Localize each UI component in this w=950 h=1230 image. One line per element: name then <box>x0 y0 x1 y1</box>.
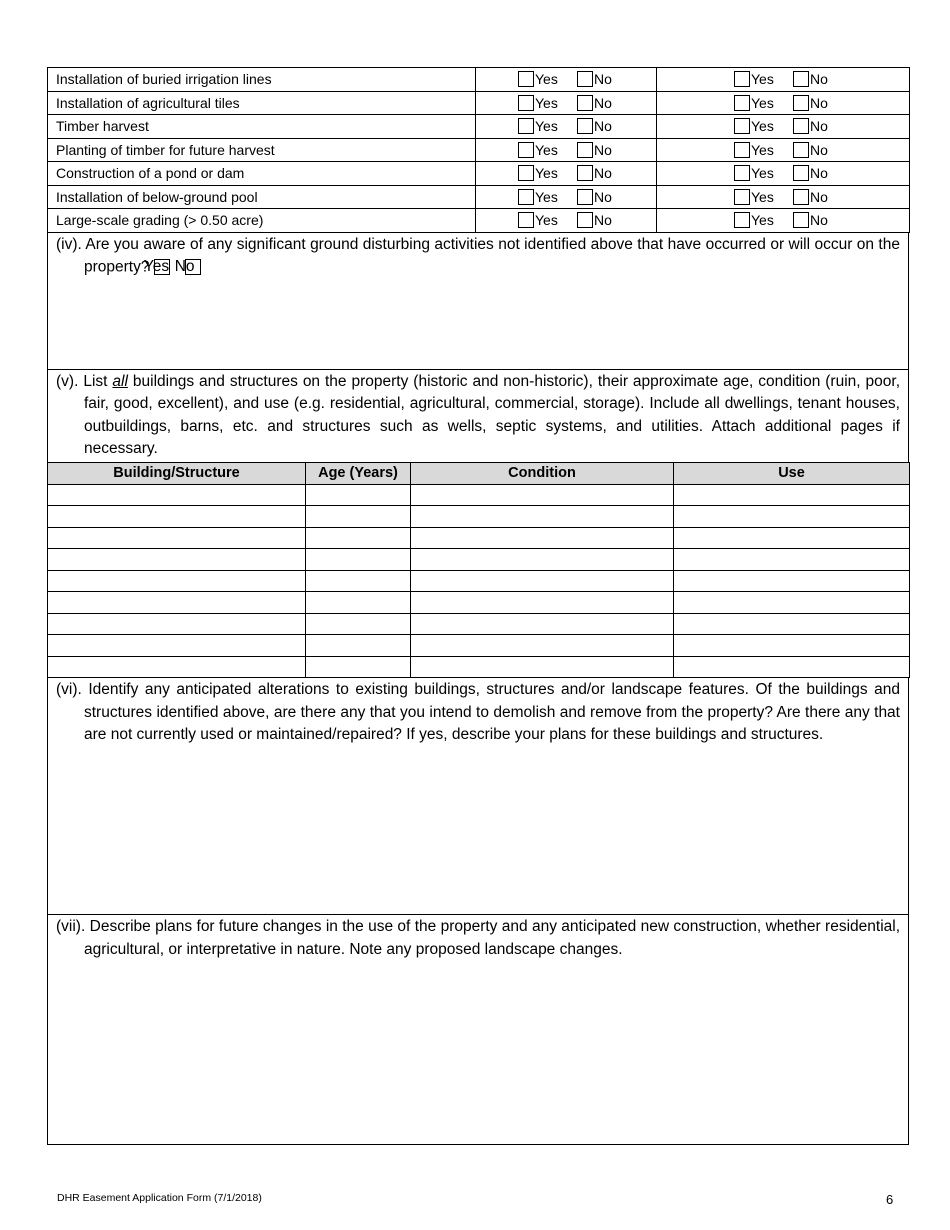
activity-row <box>48 115 910 139</box>
checkbox[interactable] <box>518 212 534 228</box>
yes-option[interactable] <box>518 71 577 87</box>
age-cell[interactable] <box>306 656 411 678</box>
past-activity-choice <box>476 185 657 209</box>
yes-no-group <box>476 189 656 205</box>
yes-label: Yes <box>751 212 774 229</box>
use-cell[interactable] <box>674 484 910 506</box>
no-option[interactable] <box>793 165 828 181</box>
activity-row <box>48 68 910 92</box>
section-iv-yes-option[interactable]: Yes <box>143 258 170 275</box>
header-age: Age (Years) <box>306 462 411 484</box>
yes-option[interactable] <box>734 71 793 87</box>
use-cell[interactable] <box>674 656 910 678</box>
building-cell[interactable] <box>48 635 306 657</box>
checkbox[interactable] <box>577 189 593 205</box>
no-label: No <box>594 165 612 182</box>
table-row <box>48 527 910 549</box>
future-activity-choice <box>657 185 910 209</box>
yes-no-group <box>657 189 909 205</box>
no-option[interactable] <box>577 118 612 134</box>
section-vi-text <box>56 679 901 747</box>
yes-no-group <box>476 95 656 111</box>
past-activity-choice <box>476 162 657 186</box>
no-label: No <box>810 71 828 88</box>
future-activity-choice <box>657 115 910 139</box>
section-vi-question: Identify any anticipated alterations to existing buildings, structures and/or landscape features. Of the buildings and structures identified above, are there any that you intend to demolish and remove from the property? Are there any that are not currently used or maintained/repaired? If yes, describe your plans for these buildings and structures. <box>84 681 901 743</box>
past-activity-choice <box>476 138 657 162</box>
checkbox[interactable] <box>518 95 534 111</box>
yes-option[interactable] <box>734 212 793 228</box>
section-v-text <box>56 371 901 461</box>
no-option[interactable] <box>577 95 612 111</box>
future-activity-choice <box>657 91 910 115</box>
section-vi <box>47 678 909 915</box>
checkbox[interactable] <box>577 165 593 181</box>
building-cell[interactable] <box>48 613 306 635</box>
form-page <box>47 67 909 1145</box>
yes-option[interactable] <box>734 165 793 181</box>
past-activity-choice <box>476 209 657 233</box>
use-cell[interactable] <box>674 527 910 549</box>
yes-no-group <box>476 212 656 228</box>
yes-option[interactable] <box>518 165 577 181</box>
checkbox[interactable] <box>734 165 750 181</box>
use-cell[interactable] <box>674 613 910 635</box>
checkbox[interactable] <box>793 165 809 181</box>
no-label: No <box>594 94 612 111</box>
section-v-pre: List <box>83 372 108 390</box>
header-building-structure: Building/Structure <box>48 462 306 484</box>
yes-no-group <box>657 165 909 181</box>
section-vii-text <box>56 916 901 961</box>
yes-no-group <box>657 118 909 134</box>
table-row <box>48 656 910 678</box>
page-number: 6 <box>886 1192 894 1207</box>
activity-row <box>48 185 910 209</box>
checkbox[interactable] <box>518 71 534 87</box>
yes-label: Yes <box>751 71 774 88</box>
future-activity-choice <box>657 162 910 186</box>
building-cell[interactable] <box>48 592 306 614</box>
condition-cell[interactable] <box>411 549 674 571</box>
no-label: No <box>810 212 828 229</box>
table-row <box>48 635 910 657</box>
activity-label: Planting of timber for future harvest <box>48 138 476 162</box>
no-label: No <box>594 71 612 88</box>
yes-option[interactable] <box>518 118 577 134</box>
section-v-instructions: buildings and structures on the property (historic and non-historic), their approximate age, condition (ruin, poor, fair, good, excellent), and use (e.g. residential, agricultural, commercial, storage). Include all dwellings, tenant houses, outbuildings, barns, etc. and structures such as wells, septic systems, and utilities. Attach additional pages if necessary. <box>84 372 901 457</box>
table-row <box>48 506 910 528</box>
activities-table <box>47 67 910 233</box>
no-option[interactable] <box>577 71 612 87</box>
section-vi-number: (vi). <box>56 681 82 698</box>
checkbox[interactable] <box>734 142 750 158</box>
checkbox[interactable] <box>577 118 593 134</box>
yes-option[interactable] <box>734 189 793 205</box>
age-cell[interactable] <box>306 527 411 549</box>
activity-row <box>48 209 910 233</box>
yes-option[interactable] <box>734 142 793 158</box>
activity-label: Timber harvest <box>48 115 476 139</box>
table-row <box>48 592 910 614</box>
yes-label: Yes <box>535 165 558 182</box>
section-iv-question: Are you aware of any significant ground disturbing activities not identified above that have occurred or will occur on the property? <box>84 235 900 276</box>
checkbox[interactable] <box>518 142 534 158</box>
condition-cell[interactable] <box>411 527 674 549</box>
section-vii <box>47 915 909 1145</box>
yes-label: Yes <box>535 188 558 205</box>
yes-no-group <box>657 95 909 111</box>
condition-cell[interactable] <box>411 635 674 657</box>
no-label: No <box>810 188 828 205</box>
age-cell[interactable] <box>306 506 411 528</box>
use-cell[interactable] <box>674 635 910 657</box>
age-cell[interactable] <box>306 635 411 657</box>
checkbox[interactable] <box>793 212 809 228</box>
yes-no-group <box>657 142 909 158</box>
no-label: No <box>594 212 612 229</box>
use-cell[interactable] <box>674 570 910 592</box>
table-row <box>48 549 910 571</box>
yes-label: Yes <box>751 94 774 111</box>
checkbox[interactable] <box>577 212 593 228</box>
activity-row <box>48 162 910 186</box>
condition-cell[interactable] <box>411 484 674 506</box>
checkbox[interactable] <box>734 118 750 134</box>
checkbox[interactable] <box>793 95 809 111</box>
condition-cell[interactable] <box>411 570 674 592</box>
no-option[interactable] <box>793 118 828 134</box>
yes-no-group <box>657 212 909 228</box>
yes-option[interactable] <box>734 95 793 111</box>
checkbox[interactable] <box>734 71 750 87</box>
use-cell[interactable] <box>674 592 910 614</box>
no-label: No <box>594 118 612 135</box>
checkbox[interactable] <box>518 165 534 181</box>
section-vii-number: (vii). <box>56 918 86 935</box>
checkbox[interactable] <box>577 142 593 158</box>
activity-label: Large-scale grading (> 0.50 acre) <box>48 209 476 233</box>
checkbox[interactable] <box>793 189 809 205</box>
header-condition: Condition <box>411 462 674 484</box>
yes-no-group <box>476 165 656 181</box>
checkbox[interactable] <box>518 118 534 134</box>
activity-label: Installation of agricultural tiles <box>48 91 476 115</box>
activity-label: Installation of below-ground pool <box>48 185 476 209</box>
no-option[interactable] <box>793 212 828 228</box>
building-cell[interactable] <box>48 656 306 678</box>
future-activity-choice <box>657 68 910 92</box>
future-activity-choice <box>657 138 910 162</box>
footer-form-name: DHR Easement Application Form (7/1/2018) <box>57 1192 262 1204</box>
condition-cell[interactable] <box>411 506 674 528</box>
checkbox[interactable] <box>793 118 809 134</box>
yes-label: Yes <box>535 71 558 88</box>
section-iv-text <box>56 234 900 279</box>
yes-no-group <box>476 71 656 87</box>
checkbox[interactable] <box>577 95 593 111</box>
yes-label: Yes <box>751 188 774 205</box>
yes-option[interactable] <box>734 118 793 134</box>
age-cell[interactable] <box>306 613 411 635</box>
no-label: No <box>594 188 612 205</box>
building-cell[interactable] <box>48 484 306 506</box>
no-label: No <box>810 94 828 111</box>
section-v <box>47 370 909 462</box>
checkbox[interactable] <box>734 95 750 111</box>
condition-cell[interactable] <box>411 613 674 635</box>
future-activity-choice <box>657 209 910 233</box>
condition-cell[interactable] <box>411 656 674 678</box>
section-vii-question: Describe plans for future changes in the use of the property and any anticipated new construction, whether residential, agricultural, or interpretative in nature. Note any proposed landscape changes. <box>84 918 901 958</box>
activity-label: Construction of a pond or dam <box>48 162 476 186</box>
condition-cell[interactable] <box>411 592 674 614</box>
building-cell[interactable] <box>48 506 306 528</box>
no-option[interactable] <box>577 189 612 205</box>
building-cell[interactable] <box>48 549 306 571</box>
table-row <box>48 613 910 635</box>
age-cell[interactable] <box>306 484 411 506</box>
use-cell[interactable] <box>674 506 910 528</box>
yes-label: Yes <box>535 94 558 111</box>
section-iv-number: (iv). <box>56 235 82 253</box>
no-label: No <box>810 118 828 135</box>
table-row <box>48 484 910 506</box>
no-option[interactable] <box>577 212 612 228</box>
yes-label: Yes <box>751 141 774 158</box>
age-cell[interactable] <box>306 570 411 592</box>
use-cell[interactable] <box>674 549 910 571</box>
checkbox[interactable] <box>793 142 809 158</box>
checkbox[interactable] <box>577 71 593 87</box>
activity-row <box>48 91 910 115</box>
buildings-table <box>47 462 910 679</box>
yes-option[interactable] <box>518 142 577 158</box>
section-iv-no-option[interactable]: No <box>185 256 203 279</box>
header-use: Use <box>674 462 910 484</box>
yes-option[interactable] <box>518 189 577 205</box>
yes-no-group <box>476 118 656 134</box>
age-cell[interactable] <box>306 549 411 571</box>
no-option[interactable] <box>793 95 828 111</box>
section-v-number: (v). <box>56 372 79 390</box>
yes-label: Yes <box>535 212 558 229</box>
no-label: No <box>594 141 612 158</box>
yes-label: Yes <box>535 118 558 135</box>
section-v-emphasis: all <box>112 372 128 390</box>
age-cell[interactable] <box>306 592 411 614</box>
no-label: No <box>810 141 828 158</box>
past-activity-choice <box>476 91 657 115</box>
no-option[interactable] <box>577 142 612 158</box>
checkbox[interactable] <box>734 212 750 228</box>
yes-no-group <box>657 71 909 87</box>
activity-row <box>48 138 910 162</box>
past-activity-choice <box>476 68 657 92</box>
activity-label: Installation of buried irrigation lines <box>48 68 476 92</box>
checkbox[interactable] <box>518 189 534 205</box>
yes-label: Yes <box>751 118 774 135</box>
building-cell[interactable] <box>48 570 306 592</box>
yes-label: Yes <box>751 165 774 182</box>
checkbox[interactable] <box>734 189 750 205</box>
yes-option[interactable] <box>518 95 577 111</box>
yes-option[interactable] <box>518 212 577 228</box>
no-option[interactable] <box>793 142 828 158</box>
buildings-table-header <box>48 462 910 484</box>
no-option[interactable] <box>793 189 828 205</box>
yes-label: Yes <box>535 141 558 158</box>
no-label: No <box>810 165 828 182</box>
checkbox[interactable] <box>793 71 809 87</box>
yes-no-group <box>476 142 656 158</box>
building-cell[interactable] <box>48 527 306 549</box>
past-activity-choice <box>476 115 657 139</box>
no-option[interactable] <box>793 71 828 87</box>
table-row <box>48 570 910 592</box>
no-option[interactable] <box>577 165 612 181</box>
section-iv <box>47 233 909 370</box>
